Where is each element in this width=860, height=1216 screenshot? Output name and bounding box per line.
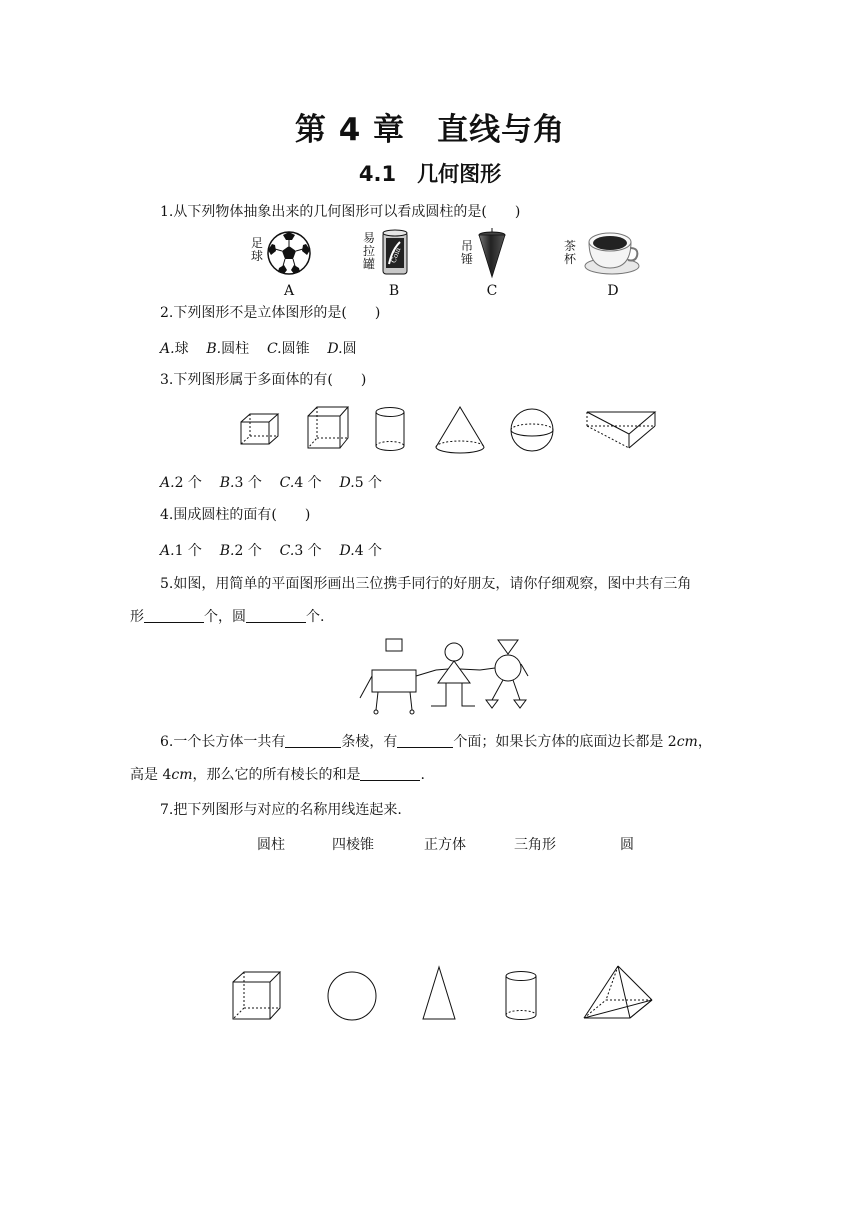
section-title: 4.1 几何图形 (358, 162, 502, 186)
cube-icon (307, 406, 349, 450)
question-5-line-2 (130, 607, 324, 627)
option-key: A. (160, 475, 175, 491)
option-key: C. (279, 543, 295, 559)
name-cube: 正方体 (424, 837, 466, 853)
option-value: 3 个 (234, 475, 262, 491)
name-circle: 圆 (620, 837, 634, 853)
item-letter-d: D (607, 283, 619, 299)
option-key: B. (206, 341, 222, 357)
item-name-c: 吊锤 (460, 239, 473, 266)
option-value: 5 个 (354, 475, 383, 491)
option-value: 2 个 (234, 543, 262, 559)
text: 形 (130, 609, 144, 625)
cube-icon (232, 971, 282, 1021)
item-letter-c: C (486, 283, 498, 299)
question-6-line-1 (160, 732, 712, 752)
option-key: D. (327, 341, 343, 357)
unit: cm (676, 734, 698, 750)
answer-blank[interactable] (285, 733, 341, 748)
cuboid-icon (240, 412, 280, 446)
soccer-ball-icon (266, 230, 312, 276)
answer-blank[interactable] (144, 608, 204, 623)
question-2-options (160, 338, 357, 358)
item-name-b: 易拉罐 (362, 231, 375, 271)
text: ， (697, 734, 712, 750)
option-key: C. (279, 475, 295, 491)
option-value: 3 个 (294, 543, 322, 559)
answer-blank[interactable] (397, 733, 453, 748)
option-value: 圆 (342, 341, 357, 357)
name-triangle: 三角形 (514, 837, 556, 853)
cone-icon (434, 405, 486, 455)
text: 6.一个长方体一共有 (160, 734, 286, 750)
option-value: 4 个 (354, 543, 383, 559)
circle-icon (326, 970, 378, 1022)
question-3-options (160, 472, 382, 492)
question-1: 1.从下列物体抽象出来的几何图形可以看成圆柱的是( ) (160, 204, 521, 220)
question-6-line-2 (130, 765, 425, 785)
text: 个. (306, 609, 325, 625)
text: 个，圆 (204, 609, 246, 625)
name-square-pyramid: 四棱锥 (332, 837, 374, 853)
question-5-line-1: 5.如图，用简单的平面图形画出三位携手同行的好朋友，请你仔细观察，图中共有三角 (160, 576, 692, 592)
text: ，那么它的所有棱长的和是 (192, 767, 361, 783)
square-pyramid-icon (582, 964, 654, 1022)
plumb-bob-icon (477, 228, 507, 278)
option-key: A. (160, 341, 175, 357)
unit: cm (171, 767, 193, 783)
item-letter-b: B (388, 283, 400, 299)
item-name-a: 足球 (250, 236, 263, 263)
question-4-options (160, 540, 382, 560)
option-value: 圆锥 (281, 341, 310, 357)
svg-text:Cola: Cola (389, 246, 403, 265)
option-value: 圆柱 (221, 341, 250, 357)
option-key: A. (160, 543, 175, 559)
chapter-title: 第 4 章 直线与角 (294, 112, 566, 148)
question-4: 4.围成圆柱的面有( ) (160, 507, 311, 523)
name-cylinder: 圆柱 (257, 837, 285, 853)
option-key: B. (219, 543, 235, 559)
option-key: D. (339, 475, 355, 491)
cylinder-icon (503, 970, 539, 1022)
item-name-d: 茶杯 (563, 239, 576, 266)
text: . (420, 767, 425, 783)
option-key: C. (266, 341, 282, 357)
text: 高是 4 (130, 767, 172, 783)
soda-can-icon (380, 228, 410, 278)
question-7: 7.把下列图形与对应的名称用线连起来. (160, 802, 402, 818)
text: 个面；如果长方体的底面边长都是 2 (453, 734, 677, 750)
option-value: 球 (174, 341, 189, 357)
sphere-icon (509, 407, 555, 453)
question-3: 3.下列图形属于多面体的有( ) (160, 372, 367, 388)
item-letter-a: A (283, 283, 295, 299)
triangular-prism-icon (585, 410, 657, 450)
question-2: 2.下列图形不是立体图形的是( ) (160, 305, 381, 321)
option-value: 1 个 (174, 543, 202, 559)
answer-blank[interactable] (360, 766, 420, 781)
answer-blank[interactable] (246, 608, 306, 623)
option-key: D. (339, 543, 355, 559)
three-friends-figure (358, 636, 528, 720)
text: 条棱，有 (341, 734, 398, 750)
cylinder-icon (373, 406, 407, 452)
option-key: B. (219, 475, 235, 491)
option-value: 2 个 (174, 475, 202, 491)
tea-cup-icon (583, 228, 641, 276)
triangle-icon (421, 965, 457, 1021)
option-value: 4 个 (294, 475, 322, 491)
